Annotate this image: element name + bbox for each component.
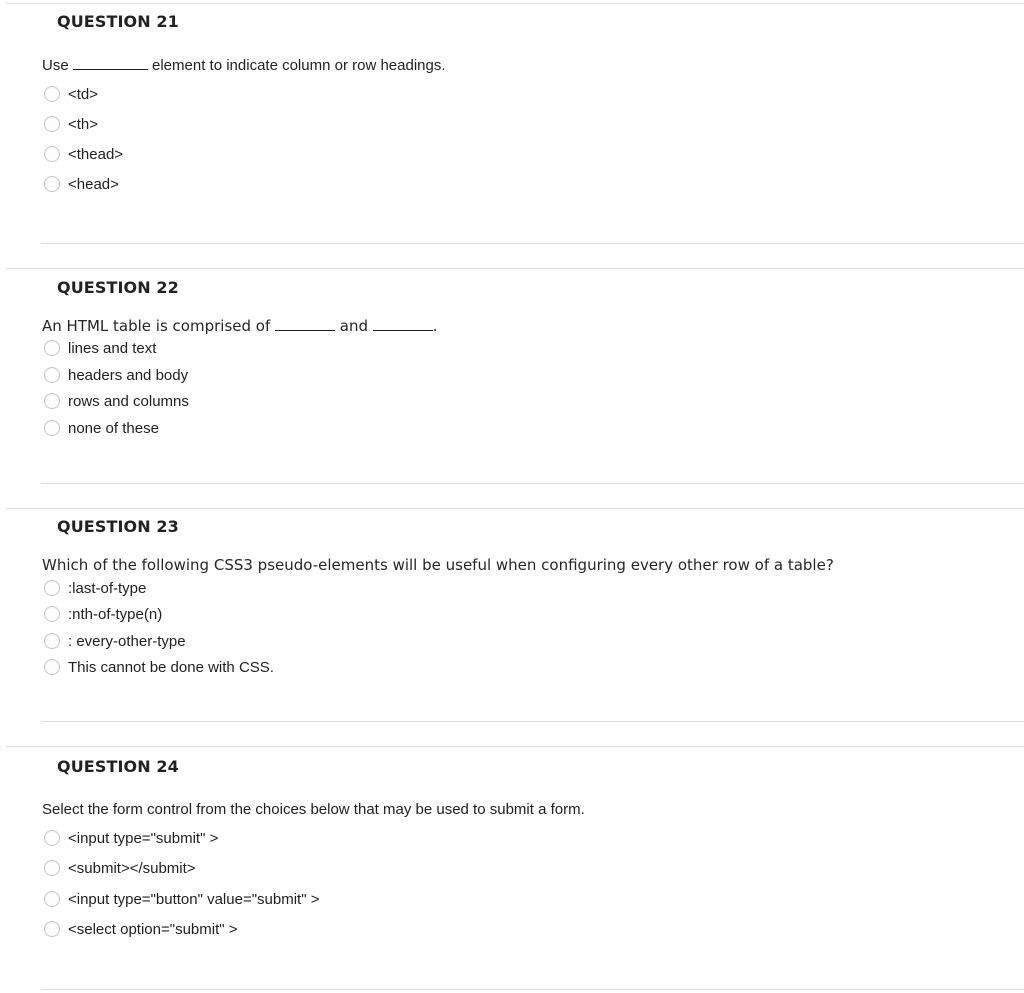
answer-option[interactable] <box>44 365 188 385</box>
top-divider <box>6 3 1024 4</box>
option-label: rows and columns <box>68 392 189 410</box>
option-label: <input type="submit" > <box>68 829 219 847</box>
fill-in-blank <box>275 318 335 331</box>
radio-button[interactable] <box>44 633 60 649</box>
answer-option[interactable] <box>44 174 119 194</box>
answer-option[interactable] <box>44 858 196 878</box>
answer-option[interactable] <box>44 657 274 677</box>
radio-button[interactable] <box>44 580 60 596</box>
option-label: headers and body <box>68 366 189 384</box>
radio-button[interactable] <box>44 393 60 409</box>
question-title: QUESTION 23 <box>57 517 179 536</box>
prompt-text: Select the form control from the choices below that may be used to submit a form. <box>42 801 585 818</box>
radio-button[interactable] <box>44 921 60 937</box>
radio-button[interactable] <box>44 116 60 132</box>
radio-button[interactable] <box>44 860 60 876</box>
answer-option[interactable] <box>44 114 98 134</box>
prompt-text: An HTML table is comprised of <box>42 317 276 335</box>
prompt-text: . <box>432 317 438 335</box>
radio-button[interactable] <box>44 420 60 436</box>
question-divider <box>41 243 1024 244</box>
answer-option[interactable] <box>44 418 159 438</box>
question-prompt <box>42 801 585 818</box>
answer-option[interactable] <box>44 604 162 624</box>
prompt-text: Which of the following CSS3 pseudo-elements will be useful when configuring every other row of a table? <box>42 556 834 574</box>
answer-option[interactable] <box>44 338 156 358</box>
question-divider <box>41 989 1024 990</box>
radio-button[interactable] <box>44 340 60 356</box>
fill-in-blank <box>373 318 433 331</box>
option-label: : every-other-type <box>68 632 186 650</box>
question-divider <box>41 483 1024 484</box>
option-label: lines and text <box>68 339 157 357</box>
answer-option[interactable] <box>44 391 189 411</box>
option-label: <submit></submit> <box>68 859 196 877</box>
section-divider <box>6 268 1024 269</box>
radio-button[interactable] <box>44 146 60 162</box>
prompt-text: element to indicate column or row headings. <box>147 57 446 74</box>
question-title: QUESTION 22 <box>57 278 179 297</box>
radio-button[interactable] <box>44 86 60 102</box>
radio-button[interactable] <box>44 367 60 383</box>
answer-option[interactable] <box>44 889 319 909</box>
radio-button[interactable] <box>44 830 60 846</box>
option-label: <td> <box>68 85 99 103</box>
answer-option[interactable] <box>44 828 218 848</box>
option-label: none of these <box>68 419 159 437</box>
question-divider <box>41 721 1024 722</box>
option-label: <input type="button" value="submit" > <box>68 890 320 908</box>
option-label: <select option="submit" > <box>68 920 238 938</box>
answer-option[interactable] <box>44 919 238 939</box>
prompt-text: Use <box>42 57 73 74</box>
question-title: QUESTION 21 <box>57 12 179 31</box>
question-prompt <box>42 556 834 574</box>
option-label: <thead> <box>68 145 124 163</box>
option-label: This cannot be done with CSS. <box>68 658 274 676</box>
radio-button[interactable] <box>44 659 60 675</box>
question-title: QUESTION 24 <box>57 757 179 776</box>
option-label: <head> <box>68 175 119 193</box>
section-divider <box>6 746 1024 747</box>
answer-option[interactable] <box>44 578 146 598</box>
prompt-text: and <box>335 317 373 335</box>
answer-option[interactable] <box>44 144 123 164</box>
option-label: :last-of-type <box>68 579 147 597</box>
option-label: <th> <box>68 115 99 133</box>
question-prompt <box>42 317 438 335</box>
radio-button[interactable] <box>44 891 60 907</box>
radio-button[interactable] <box>44 176 60 192</box>
section-divider <box>6 508 1024 509</box>
option-label: :nth-of-type(n) <box>68 605 163 623</box>
answer-option[interactable] <box>44 631 186 651</box>
fill-in-blank <box>73 57 148 70</box>
answer-option[interactable] <box>44 84 98 104</box>
radio-button[interactable] <box>44 606 60 622</box>
question-prompt <box>42 57 446 74</box>
